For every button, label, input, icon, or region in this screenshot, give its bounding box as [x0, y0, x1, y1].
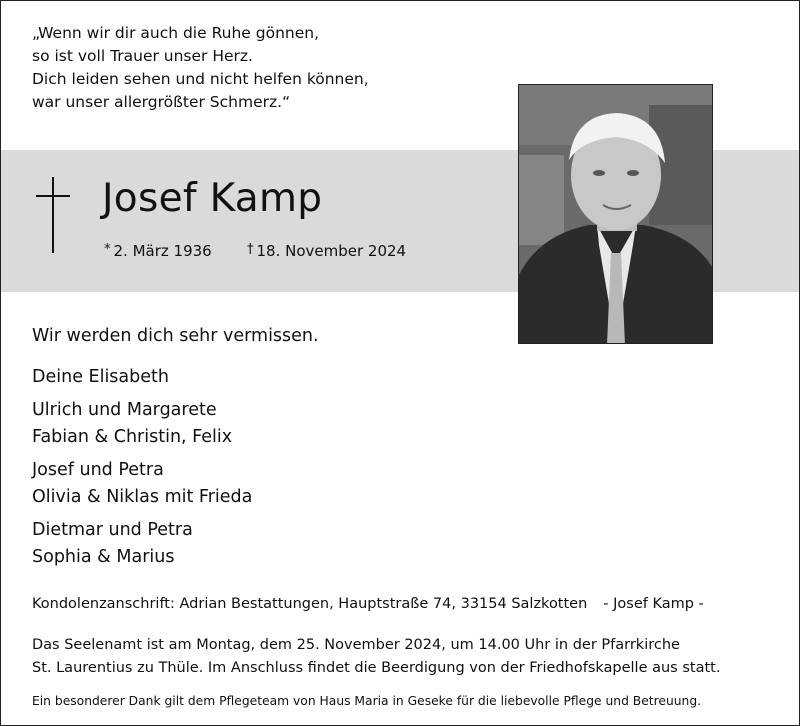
death-date: [247, 242, 406, 260]
family-line: Fabian & Christin, Felix: [32, 427, 233, 447]
cross-icon: [36, 177, 70, 253]
family-line: Deine Elisabeth: [32, 367, 169, 387]
poem-line: „Wenn wir dir auch die Ruhe gönnen,: [32, 24, 320, 42]
poem-line: war unser allergrößter Schmerz.“: [32, 93, 291, 111]
family-line: Olivia & Niklas mit Frieda: [32, 487, 253, 507]
family-group: [32, 457, 252, 511]
poem-line: Dich leiden sehen und nicht helfen können,: [32, 70, 369, 88]
death-symbol: †: [247, 242, 254, 257]
birth-date-text: 2. März 1936: [113, 242, 212, 260]
poem-line: so ist voll Trauer unser Herz.: [32, 47, 253, 65]
condolence-address: [32, 596, 704, 612]
family-group: [32, 517, 252, 571]
family-line: Josef und Petra: [32, 460, 164, 480]
death-date-text: 18. November 2024: [256, 242, 407, 260]
family-line: Ulrich und Margarete: [32, 400, 217, 420]
family-line: Dietmar und Petra: [32, 520, 193, 540]
thanks-note: Ein besonderer Dank gilt dem Pflegeteam von Haus Maria in Geseke für die liebevolle Pflege und Betreuung.: [32, 694, 702, 708]
family-group: [32, 364, 252, 391]
condolence-address-text: Kondolenzanschrift: Adrian Bestattungen, Hauptstraße 74, 33154 Salzkotten: [32, 596, 588, 612]
birth-symbol: *: [104, 242, 111, 257]
family-line: Sophia & Marius: [32, 547, 175, 567]
family-group: [32, 397, 252, 451]
service-line: Das Seelenamt ist am Montag, dem 25. November 2024, um 14.00 Uhr in der Pfarrkirche: [32, 637, 680, 653]
deceased-name: Josef Kamp: [102, 176, 323, 221]
condolence-reference: - Josef Kamp -: [603, 596, 704, 612]
family-list: [32, 364, 252, 577]
portrait-photo: [518, 84, 713, 344]
service-info: [32, 634, 720, 680]
service-line: St. Laurentius zu Thüle. Im Anschluss findet die Beerdigung von der Friedhofskapelle aus statt.: [32, 660, 721, 676]
poem: [32, 22, 369, 114]
farewell-line: Wir werden dich sehr vermissen.: [32, 326, 319, 346]
birth-date: [104, 242, 212, 260]
